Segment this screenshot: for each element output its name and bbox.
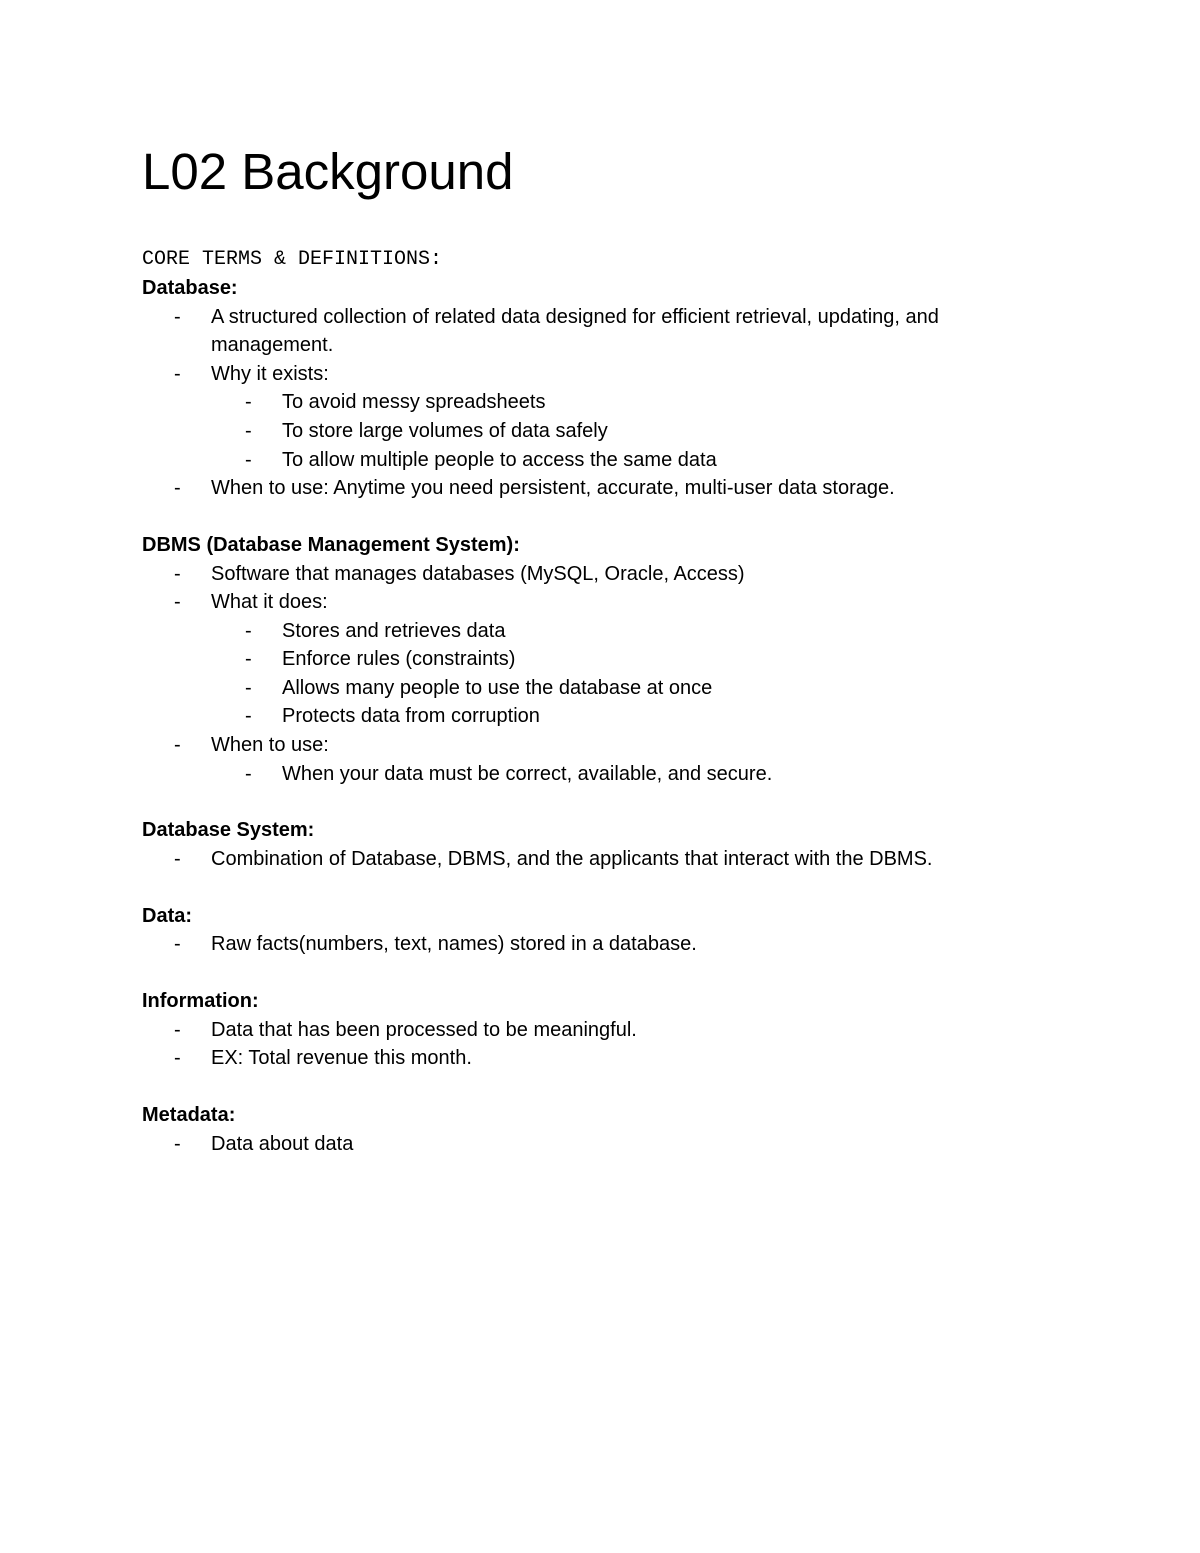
list-item: To store large volumes of data safely — [282, 420, 608, 442]
information-example: EX: Total revenue this month. — [211, 1047, 472, 1069]
dbms-what-label: What it does: — [211, 591, 328, 613]
information-heading: Information: — [142, 990, 259, 1012]
list-item: To avoid messy spreadsheets — [282, 391, 546, 413]
bullet-dash: - — [174, 563, 181, 585]
list-item: Stores and retrieves data — [282, 620, 506, 642]
database-definition-line1: A structured collection of related data designed for efficient retrieval, updating, and — [211, 306, 939, 328]
dbms-heading: DBMS (Database Management System): — [142, 534, 520, 556]
bullet-dash: - — [245, 620, 252, 642]
bullet-dash: - — [245, 449, 252, 471]
bullet-dash: - — [174, 1019, 181, 1041]
bullet-dash: - — [245, 391, 252, 413]
bullet-dash: - — [174, 591, 181, 613]
bullet-dash: - — [245, 420, 252, 442]
data-definition: Raw facts(numbers, text, names) stored in a database. — [211, 933, 697, 955]
bullet-dash: - — [174, 933, 181, 955]
list-item: Allows many people to use the database at once — [282, 677, 713, 699]
bullet-dash: - — [245, 648, 252, 670]
database-heading: Database: — [142, 277, 238, 299]
bullet-dash: - — [174, 477, 181, 499]
bullet-dash: - — [245, 677, 252, 699]
bullet-dash: - — [174, 363, 181, 385]
bullet-dash: - — [174, 1133, 181, 1155]
bullet-dash: - — [174, 306, 181, 328]
list-item: Enforce rules (constraints) — [282, 648, 516, 670]
dbms-software: Software that manages databases (MySQL, Oracle, Access) — [211, 563, 745, 585]
dbms-when-label: When to use: — [211, 734, 329, 756]
list-item: To allow multiple people to access the same data — [282, 449, 717, 471]
list-item: Protects data from corruption — [282, 705, 540, 727]
database-system-heading: Database System: — [142, 819, 315, 841]
database-why-label: Why it exists: — [211, 363, 329, 385]
bullet-dash: - — [174, 734, 181, 756]
metadata-heading: Metadata: — [142, 1104, 236, 1126]
data-heading: Data: — [142, 905, 193, 927]
bullet-dash: - — [245, 705, 252, 727]
bullet-dash: - — [174, 848, 181, 870]
page-title: L02 Background — [142, 143, 514, 200]
bullet-dash: - — [245, 763, 252, 785]
database-system-definition: Combination of Database, DBMS, and the applicants that interact with the DBMS. — [211, 848, 933, 870]
database-definition-line2: management. — [211, 334, 334, 356]
core-terms-heading: CORE TERMS & DEFINITIONS: — [142, 248, 443, 271]
metadata-definition: Data about data — [211, 1133, 354, 1155]
information-definition: Data that has been processed to be meaningful. — [211, 1019, 637, 1041]
database-when-to-use: When to use: Anytime you need persistent, accurate, multi-user data storage. — [211, 477, 895, 499]
list-item: When your data must be correct, available, and secure. — [282, 763, 773, 785]
bullet-dash: - — [174, 1047, 181, 1069]
